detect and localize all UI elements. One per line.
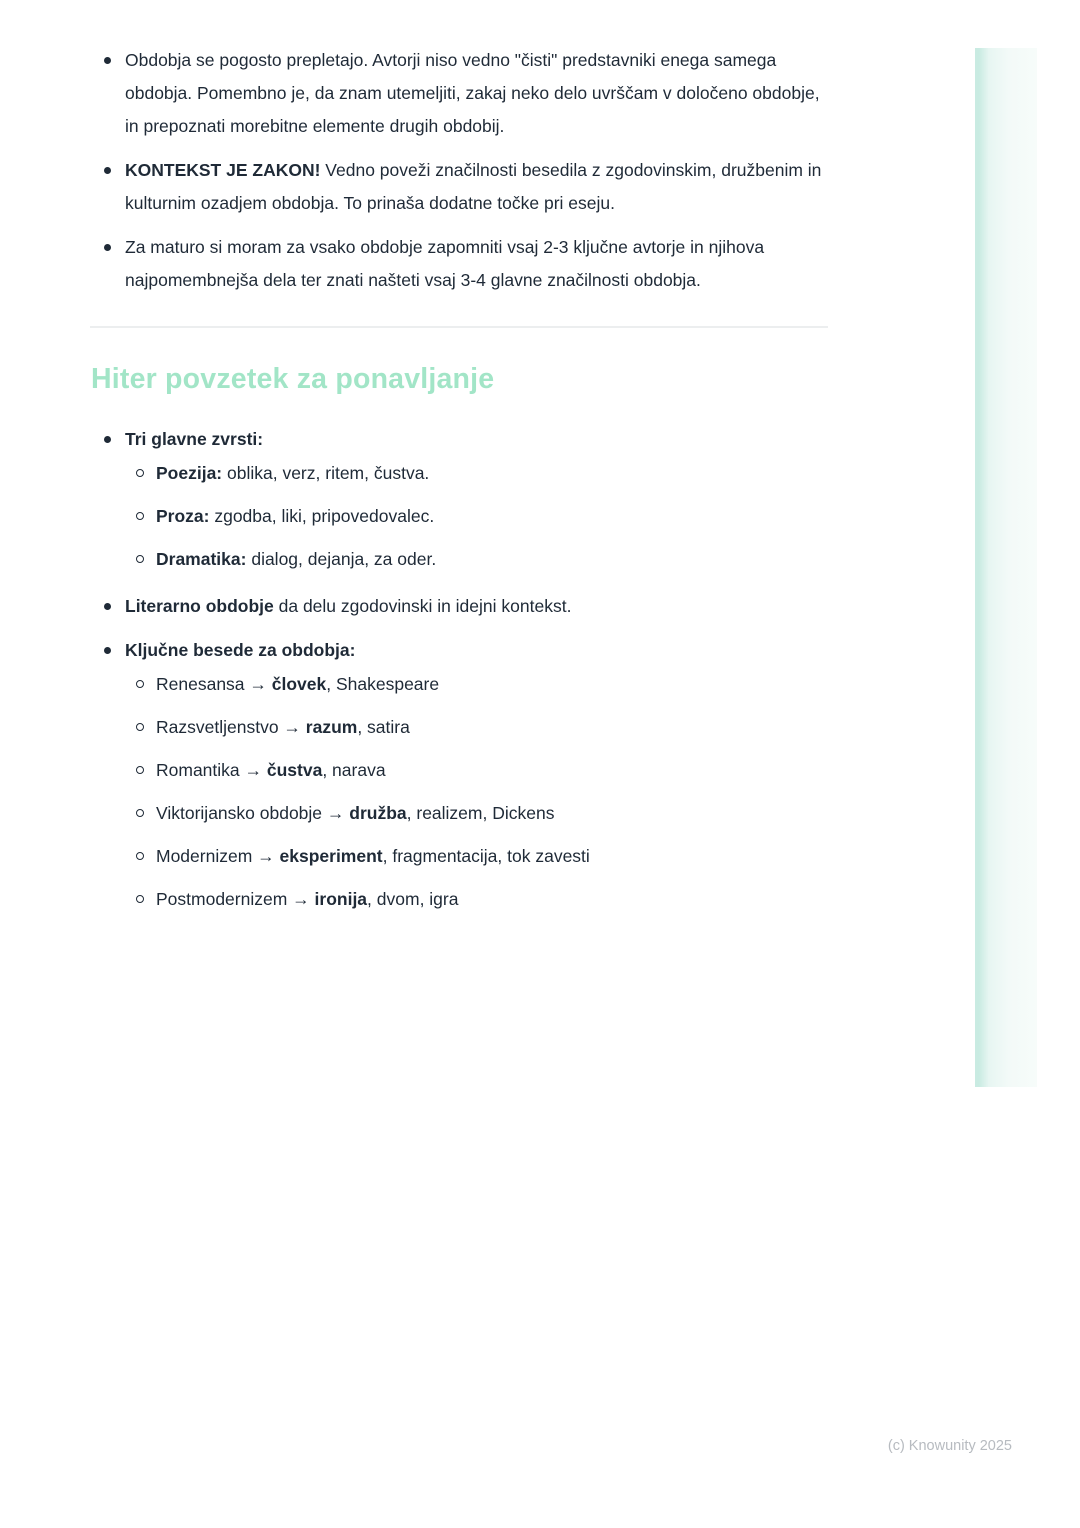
list-item [90, 457, 830, 490]
circle-bullet-icon [136, 555, 144, 563]
bullet-bold-run: razum [305, 717, 358, 737]
list-item [90, 711, 830, 744]
bullet-bold-run: Literarno obdobje [125, 596, 274, 616]
bullet-text [156, 711, 410, 744]
bullet-text-run: Viktorijansko obdobje → [156, 803, 350, 823]
nested-list-container [90, 668, 830, 916]
list-item [90, 500, 830, 533]
bullet-bold-run: eksperiment [279, 846, 383, 866]
bullet-text [156, 457, 429, 490]
list-item [90, 840, 830, 873]
bullet-text [156, 883, 458, 916]
bullet-dot-icon [104, 436, 111, 443]
bullet-dot-icon [104, 57, 111, 64]
circle-bullet-icon [136, 809, 144, 817]
keywords-sub-list [90, 668, 830, 916]
list-item [90, 423, 830, 456]
bullet-bold-run: družba [349, 803, 407, 823]
bullet-bold-run: Proza: [156, 506, 210, 526]
bullet-text-run: , realizem, Dickens [406, 803, 555, 823]
bullet-text [156, 543, 436, 576]
bullet-dot-icon [104, 603, 111, 610]
bullet-text [156, 754, 386, 787]
list-item [90, 883, 830, 916]
bullet-text-run: Obdobja se pogosto prepletajo. Avtorji niso vedno "čisti" predstavniki enega samega obdobja. Pomembno je, da znam utemeljiti, zakaj neko delo uvrščam v določeno obdobje, in prepoznati morebitne elemente drugih obdobij. [125, 50, 820, 136]
section-title: Hiter povzetek za ponavljanje [91, 363, 495, 395]
notes-content [90, 44, 830, 926]
bullet-text-run: , satira [357, 717, 410, 737]
bullet-text-run: Vedno poveži značilnosti besedila z zgodovinskim, družbenim in kulturnim ozadjem obdobja. To prinaša dodatne točke pri eseju. [125, 160, 822, 213]
circle-bullet-icon [136, 469, 144, 477]
list-item [90, 634, 830, 667]
bullet-text-run: Modernizem → [156, 846, 280, 866]
bullet-text [125, 44, 830, 143]
bullet-text-run: , narava [322, 760, 386, 780]
bullet-text-run: zgodba, liki, pripovedovalec. [209, 506, 435, 526]
bullet-text: Tri glavne zvrsti: [125, 429, 264, 449]
bullet-text [125, 231, 830, 297]
bullet-bold-run: čustva [266, 760, 323, 780]
list-item [90, 590, 830, 623]
bullet-text-run: , fragmentacija, tok zavesti [382, 846, 590, 866]
copyright-footer: (c) Knowunity 2025 [887, 1438, 1012, 1454]
bullet-text-run: oblika, verz, ritem, čustva. [222, 463, 430, 483]
summary-bullet-list [90, 423, 830, 916]
nested-list-container [90, 457, 830, 576]
list-item [90, 797, 830, 830]
circle-bullet-icon [136, 852, 144, 860]
bullet-text-run: Romantika → [156, 760, 267, 780]
bullet-bold-run: KONTEKST JE ZAKON! [125, 160, 321, 180]
bullet-bold-run: Dramatika: [156, 549, 247, 569]
bullet-text: Ključne besede za obdobja: [125, 640, 356, 660]
bullet-text [125, 154, 830, 220]
bullet-text-run: , dvom, igra [367, 889, 459, 909]
bullet-text-run: da delu zgodovinski in idejni kontekst. [273, 596, 572, 616]
bullet-bold-run: Poezija: [156, 463, 223, 483]
bullet-text [156, 668, 439, 701]
bullet-dot-icon [104, 647, 111, 654]
bullet-text [125, 590, 571, 623]
list-item [90, 44, 830, 143]
genres-sub-list [90, 457, 830, 576]
bullet-bold-run: ironija [314, 889, 368, 909]
list-item [90, 154, 830, 220]
bullet-text-run: Renesansa → [156, 674, 272, 694]
bullet-dot-icon [104, 167, 111, 174]
circle-bullet-icon [136, 766, 144, 774]
right-accent-bar [975, 48, 1037, 1087]
bullet-dot-icon [104, 244, 111, 251]
list-item [90, 668, 830, 701]
section-divider [90, 326, 828, 328]
bullet-text-run: , Shakespeare [326, 674, 440, 694]
circle-bullet-icon [136, 512, 144, 520]
bullet-text-run: Postmodernizem → [156, 889, 315, 909]
list-item [90, 754, 830, 787]
bullet-text [156, 840, 590, 873]
intro-bullet-list [90, 44, 830, 297]
bullet-text-run: Razsvetljenstvo → [156, 717, 306, 737]
bullet-text [156, 500, 434, 533]
circle-bullet-icon [136, 895, 144, 903]
list-item [90, 231, 830, 297]
list-item [90, 543, 830, 576]
circle-bullet-icon [136, 723, 144, 731]
bullet-text-run: Za maturo si moram za vsako obdobje zapomniti vsaj 2-3 ključne avtorje in njihova najpomembnejša dela ter znati našteti vsaj 3-4 glavne značilnosti obdobja. [125, 237, 765, 290]
bullet-text [156, 797, 554, 830]
bullet-text-run: dialog, dejanja, za oder. [246, 549, 437, 569]
bullet-bold-run: človek [271, 674, 327, 694]
circle-bullet-icon [136, 680, 144, 688]
